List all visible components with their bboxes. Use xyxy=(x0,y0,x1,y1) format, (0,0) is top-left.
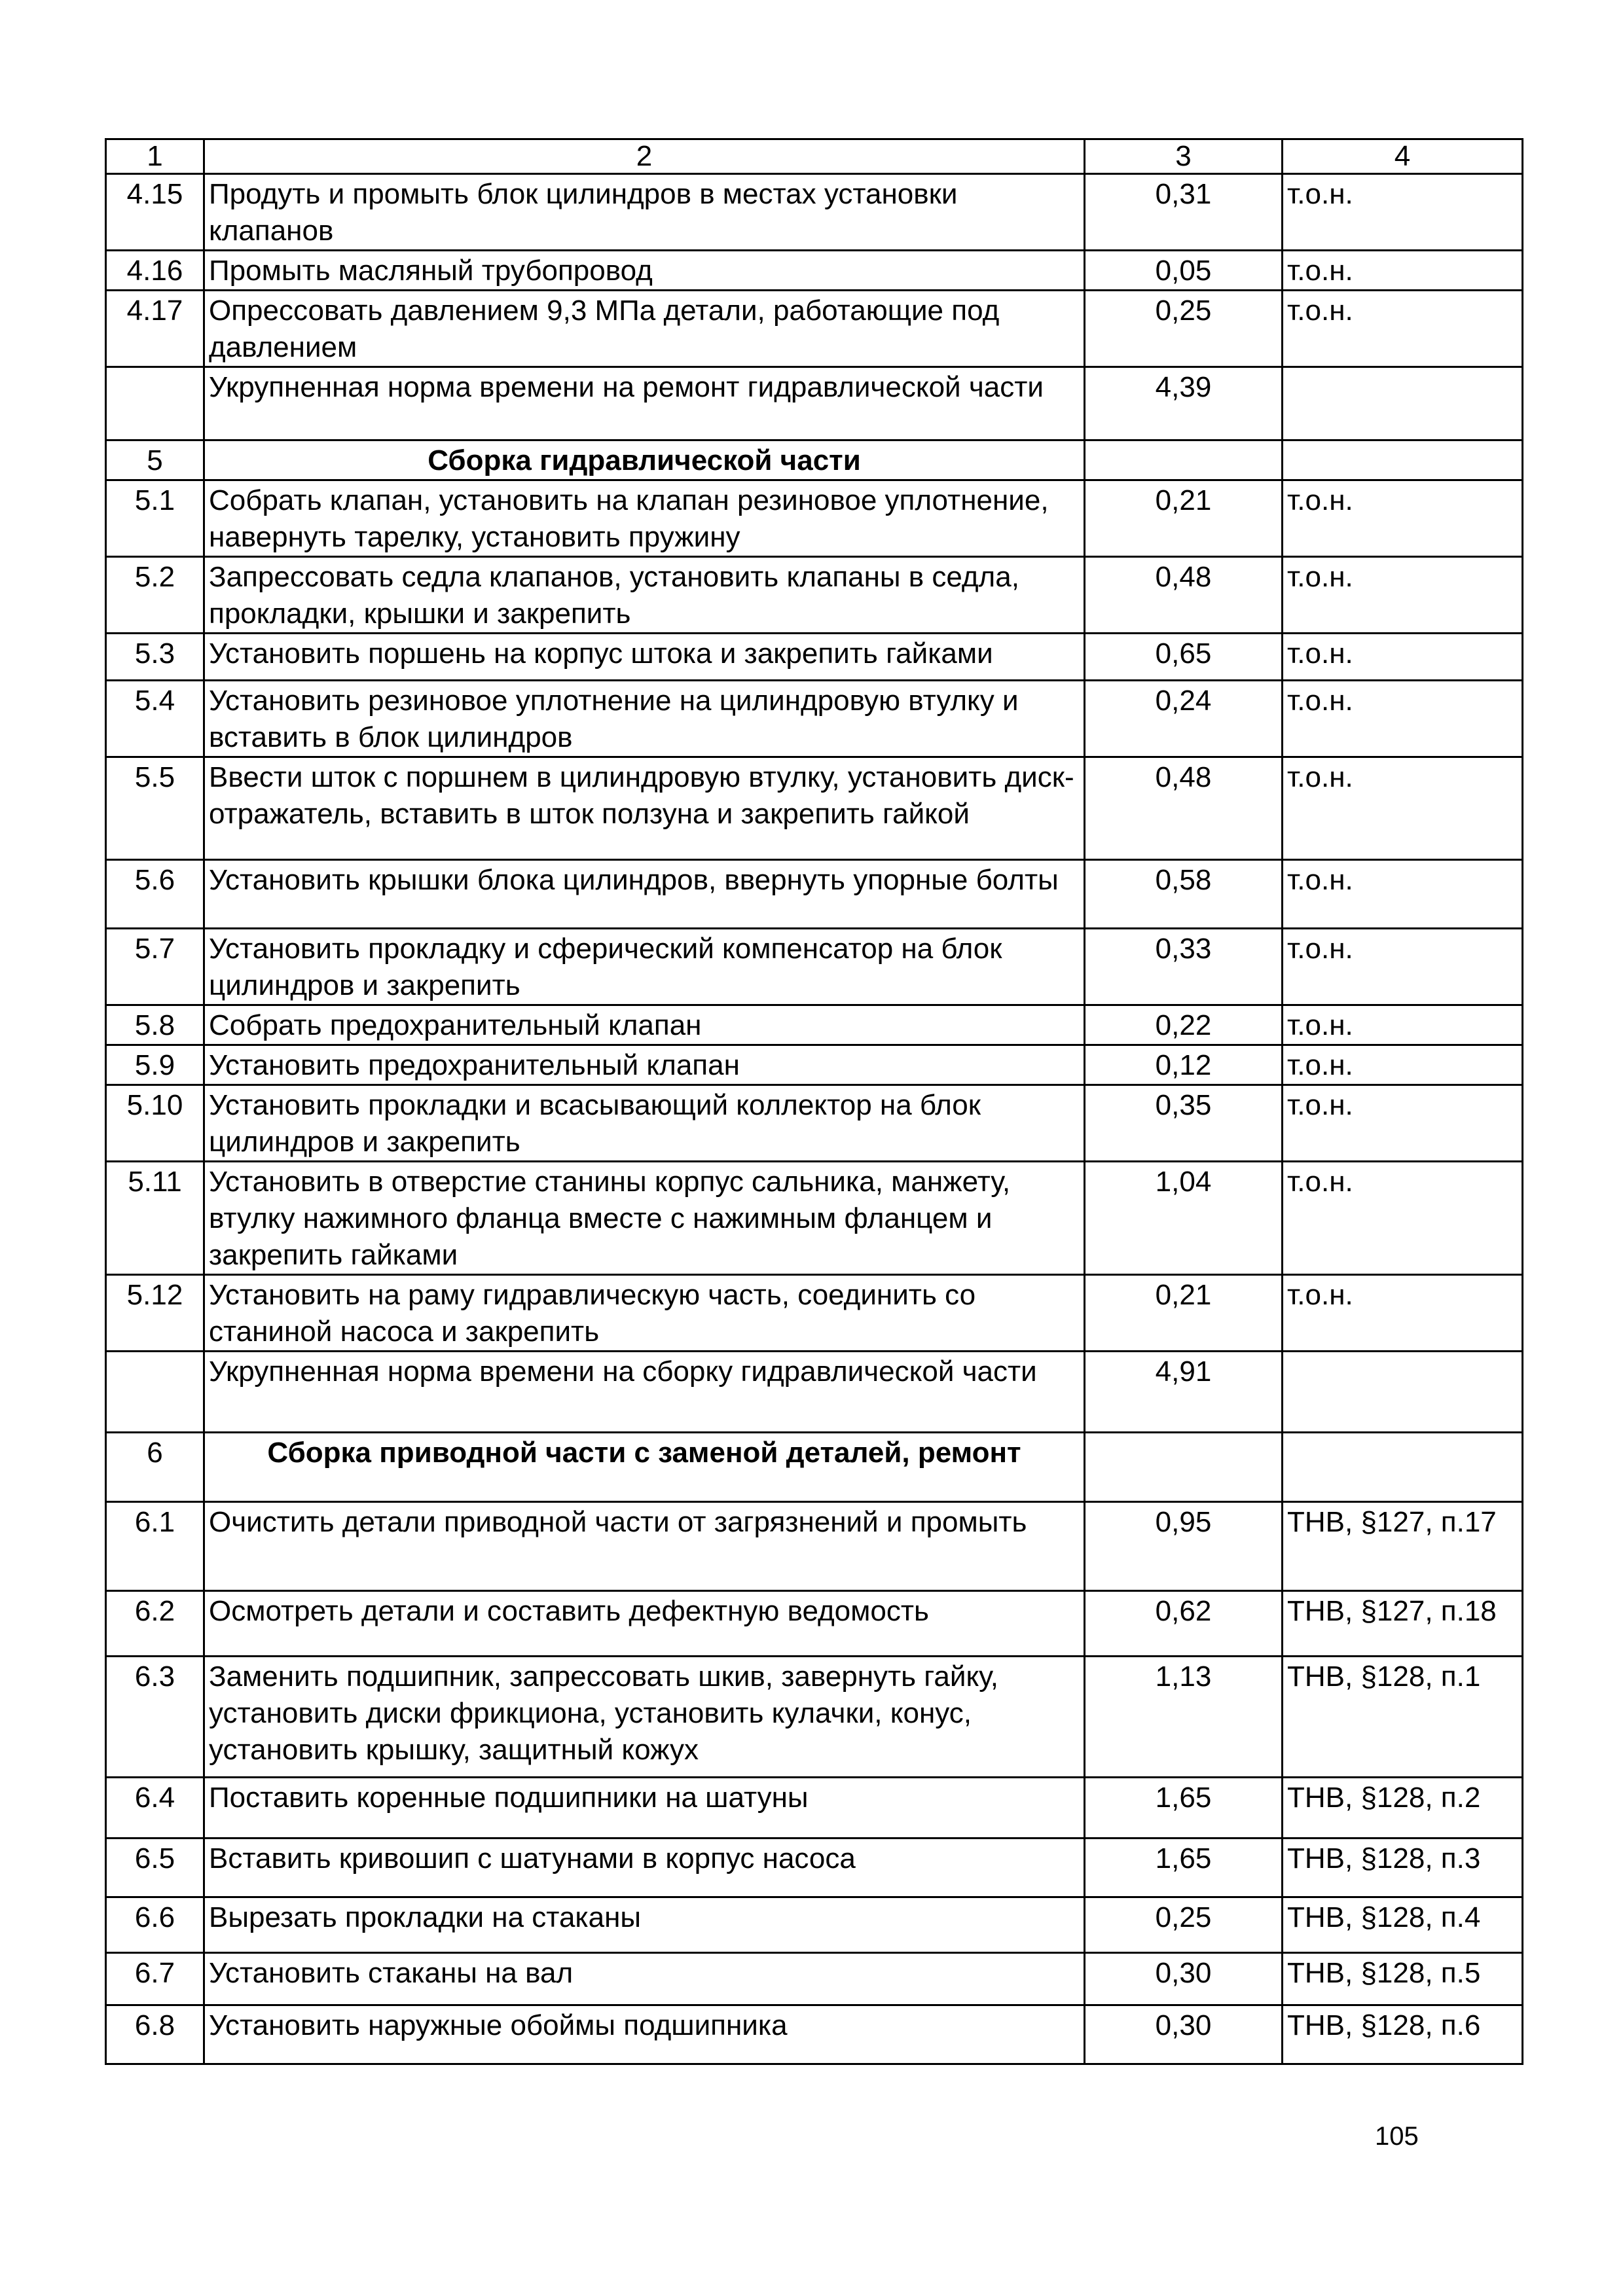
row-time-cell: 0,25 xyxy=(1085,1897,1283,1953)
row-source-cell: ТНВ, §128, п.4 xyxy=(1283,1897,1523,1953)
row-time-cell: 0,95 xyxy=(1085,1502,1283,1591)
row-number-cell: 4.15 xyxy=(106,174,204,251)
row-operation-cell: Установить прокладки и всасывающий коллектор на блок цилиндров и закрепить xyxy=(204,1085,1085,1162)
row-source-cell: т.о.н. xyxy=(1283,1085,1523,1162)
header-cell-number: 1 xyxy=(106,139,204,174)
row-time-cell: 0,22 xyxy=(1085,1005,1283,1045)
row-number-cell: 5.2 xyxy=(106,557,204,634)
table-row xyxy=(106,1591,1523,1657)
row-number-cell: 6.3 xyxy=(106,1657,204,1778)
row-number-cell: 5.12 xyxy=(106,1275,204,1352)
table-row xyxy=(106,367,1523,440)
row-source-cell xyxy=(1283,1352,1523,1433)
row-time-cell xyxy=(1085,1433,1283,1502)
table-row xyxy=(106,1839,1523,1897)
row-number-cell: 6.6 xyxy=(106,1897,204,1953)
row-number-cell: 6.4 xyxy=(106,1778,204,1839)
row-source-cell: ТНВ, §127, п.18 xyxy=(1283,1591,1523,1657)
row-operation-cell: Ввести шток с поршнем в цилиндровую втулку, установить диск-отражатель, вставить в шток ползуна и закрепить гайкой xyxy=(204,757,1085,860)
row-number-cell: 5.1 xyxy=(106,480,204,557)
row-source-cell: ТНВ, §127, п.17 xyxy=(1283,1502,1523,1591)
row-operation-cell: Установить стаканы на вал xyxy=(204,1953,1085,2005)
row-operation-cell: Установить крышки блока цилиндров, ввернуть упорные болты xyxy=(204,860,1085,929)
table-row xyxy=(106,1953,1523,2005)
row-number-cell: 5 xyxy=(106,440,204,480)
row-source-cell: т.о.н. xyxy=(1283,634,1523,681)
row-time-cell: 0,21 xyxy=(1085,1275,1283,1352)
row-number-cell: 5.11 xyxy=(106,1162,204,1275)
table-row xyxy=(106,1045,1523,1085)
row-source-cell: т.о.н. xyxy=(1283,174,1523,251)
row-time-cell: 1,65 xyxy=(1085,1778,1283,1839)
row-time-cell: 0,65 xyxy=(1085,634,1283,681)
row-operation-cell: Опрессовать давлением 9,3 МПа детали, работающие под давлением xyxy=(204,291,1085,367)
row-time-cell: 0,30 xyxy=(1085,2005,1283,2064)
table-row xyxy=(106,929,1523,1005)
row-time-cell: 0,12 xyxy=(1085,1045,1283,1085)
row-source-cell: т.о.н. xyxy=(1283,1005,1523,1045)
row-operation-cell: Поставить коренные подшипники на шатуны xyxy=(204,1778,1085,1839)
table-row xyxy=(106,2005,1523,2064)
row-time-cell: 0,48 xyxy=(1085,557,1283,634)
row-time-cell: 0,21 xyxy=(1085,480,1283,557)
row-operation-cell: Установить предохранительный клапан xyxy=(204,1045,1085,1085)
row-operation-cell: Сборка приводной части с заменой деталей, ремонт xyxy=(204,1433,1085,1502)
row-source-cell: т.о.н. xyxy=(1283,1275,1523,1352)
table-row xyxy=(106,757,1523,860)
row-source-cell: ТНВ, §128, п.5 xyxy=(1283,1953,1523,2005)
row-time-cell: 0,25 xyxy=(1085,291,1283,367)
row-source-cell: ТНВ, §128, п.3 xyxy=(1283,1839,1523,1897)
row-operation-cell: Установить прокладку и сферический компенсатор на блок цилиндров и закрепить xyxy=(204,929,1085,1005)
row-number-cell: 6.5 xyxy=(106,1839,204,1897)
row-operation-cell: Установить поршень на корпус штока и закрепить гайками xyxy=(204,634,1085,681)
table-row xyxy=(106,681,1523,757)
row-source-cell: т.о.н. xyxy=(1283,860,1523,929)
row-source-cell: т.о.н. xyxy=(1283,1045,1523,1085)
row-operation-cell: Установить в отверстие станины корпус сальника, манжету, втулку нажимного фланца вместе с нажимным фланцем и закрепить гайками xyxy=(204,1162,1085,1275)
row-source-cell: т.о.н. xyxy=(1283,251,1523,291)
row-number-cell xyxy=(106,367,204,440)
row-operation-cell: Сборка гидравлической части xyxy=(204,440,1085,480)
table-row xyxy=(106,1657,1523,1778)
row-operation-cell: Продуть и промыть блок цилиндров в местах установки клапанов xyxy=(204,174,1085,251)
row-operation-cell: Установить резиновое уплотнение на цилиндровую втулку и вставить в блок цилиндров xyxy=(204,681,1085,757)
norms-table xyxy=(105,138,1523,2065)
norms-table-body xyxy=(106,139,1523,2064)
table-row xyxy=(106,860,1523,929)
row-number-cell: 6 xyxy=(106,1433,204,1502)
row-source-cell: т.о.н. xyxy=(1283,291,1523,367)
row-source-cell: т.о.н. xyxy=(1283,480,1523,557)
row-source-cell: т.о.н. xyxy=(1283,757,1523,860)
row-source-cell: т.о.н. xyxy=(1283,557,1523,634)
table-row xyxy=(106,291,1523,367)
page-number: 105 xyxy=(1375,2122,1419,2151)
row-source-cell xyxy=(1283,1433,1523,1502)
row-number-cell: 6.8 xyxy=(106,2005,204,2064)
row-operation-cell: Укрупненная норма времени на сборку гидравлической части xyxy=(204,1352,1085,1433)
row-operation-cell: Промыть масляный трубопровод xyxy=(204,251,1085,291)
row-time-cell: 0,05 xyxy=(1085,251,1283,291)
row-number-cell: 4.16 xyxy=(106,251,204,291)
row-operation-cell: Запрессовать седла клапанов, установить клапаны в седла, прокладки, крышки и закрепить xyxy=(204,557,1085,634)
row-operation-cell: Установить на раму гидравлическую часть, соединить со станиной насоса и закрепить xyxy=(204,1275,1085,1352)
table-row xyxy=(106,557,1523,634)
row-number-cell: 6.1 xyxy=(106,1502,204,1591)
row-time-cell: 0,30 xyxy=(1085,1953,1283,2005)
row-operation-cell: Вставить кривошип с шатунами в корпус насоса xyxy=(204,1839,1085,1897)
table-row xyxy=(106,1352,1523,1433)
row-time-cell: 1,13 xyxy=(1085,1657,1283,1778)
section-row xyxy=(106,1433,1523,1502)
header-cell-source: 4 xyxy=(1283,139,1523,174)
table-row xyxy=(106,1162,1523,1275)
row-time-cell: 0,33 xyxy=(1085,929,1283,1005)
row-operation-cell: Вырезать прокладки на стаканы xyxy=(204,1897,1085,1953)
row-source-cell: т.о.н. xyxy=(1283,1162,1523,1275)
row-time-cell: 0,24 xyxy=(1085,681,1283,757)
table-row xyxy=(106,1502,1523,1591)
row-time-cell: 4,91 xyxy=(1085,1352,1283,1433)
table-row xyxy=(106,1778,1523,1839)
table-row xyxy=(106,634,1523,681)
header-cell-time: 3 xyxy=(1085,139,1283,174)
row-number-cell: 5.6 xyxy=(106,860,204,929)
row-operation-cell: Собрать клапан, установить на клапан резиновое уплотнение, навернуть тарелку, установить пружину xyxy=(204,480,1085,557)
norms-table-sheet xyxy=(105,138,1522,2065)
row-source-cell xyxy=(1283,367,1523,440)
table-row xyxy=(106,174,1523,251)
row-source-cell: ТНВ, §128, п.1 xyxy=(1283,1657,1523,1778)
row-operation-cell: Установить наружные обоймы подшипника xyxy=(204,2005,1085,2064)
table-row xyxy=(106,251,1523,291)
table-row xyxy=(106,480,1523,557)
row-operation-cell: Осмотреть детали и составить дефектную ведомость xyxy=(204,1591,1085,1657)
row-time-cell: 4,39 xyxy=(1085,367,1283,440)
row-number-cell: 5.8 xyxy=(106,1005,204,1045)
row-source-cell: т.о.н. xyxy=(1283,681,1523,757)
row-number-cell: 5.10 xyxy=(106,1085,204,1162)
row-time-cell: 0,58 xyxy=(1085,860,1283,929)
row-source-cell: ТНВ, §128, п.6 xyxy=(1283,2005,1523,2064)
row-source-cell: т.о.н. xyxy=(1283,929,1523,1005)
table-header-row xyxy=(106,139,1523,174)
row-operation-cell: Собрать предохранительный клапан xyxy=(204,1005,1085,1045)
row-time-cell: 0,31 xyxy=(1085,174,1283,251)
row-number-cell: 6.7 xyxy=(106,1953,204,2005)
table-row xyxy=(106,1897,1523,1953)
row-operation-cell: Очистить детали приводной части от загрязнений и промыть xyxy=(204,1502,1085,1591)
row-operation-cell: Укрупненная норма времени на ремонт гидравлической части xyxy=(204,367,1085,440)
row-number-cell: 5.3 xyxy=(106,634,204,681)
table-row xyxy=(106,1005,1523,1045)
row-time-cell: 0,62 xyxy=(1085,1591,1283,1657)
row-number-cell: 5.5 xyxy=(106,757,204,860)
row-number-cell: 5.7 xyxy=(106,929,204,1005)
row-operation-cell: Заменить подшипник, запрессовать шкив, завернуть гайку, установить диски фрикциона, установить кулачки, конус, установить крышку, защитный кожух xyxy=(204,1657,1085,1778)
table-row xyxy=(106,1085,1523,1162)
section-row xyxy=(106,440,1523,480)
header-cell-operation: 2 xyxy=(204,139,1085,174)
row-time-cell: 1,04 xyxy=(1085,1162,1283,1275)
row-number-cell xyxy=(106,1352,204,1433)
row-time-cell xyxy=(1085,440,1283,480)
row-source-cell: ТНВ, §128, п.2 xyxy=(1283,1778,1523,1839)
row-number-cell: 5.9 xyxy=(106,1045,204,1085)
row-source-cell xyxy=(1283,440,1523,480)
row-number-cell: 6.2 xyxy=(106,1591,204,1657)
table-row xyxy=(106,1275,1523,1352)
row-time-cell: 1,65 xyxy=(1085,1839,1283,1897)
row-time-cell: 0,48 xyxy=(1085,757,1283,860)
row-number-cell: 4.17 xyxy=(106,291,204,367)
row-time-cell: 0,35 xyxy=(1085,1085,1283,1162)
row-number-cell: 5.4 xyxy=(106,681,204,757)
